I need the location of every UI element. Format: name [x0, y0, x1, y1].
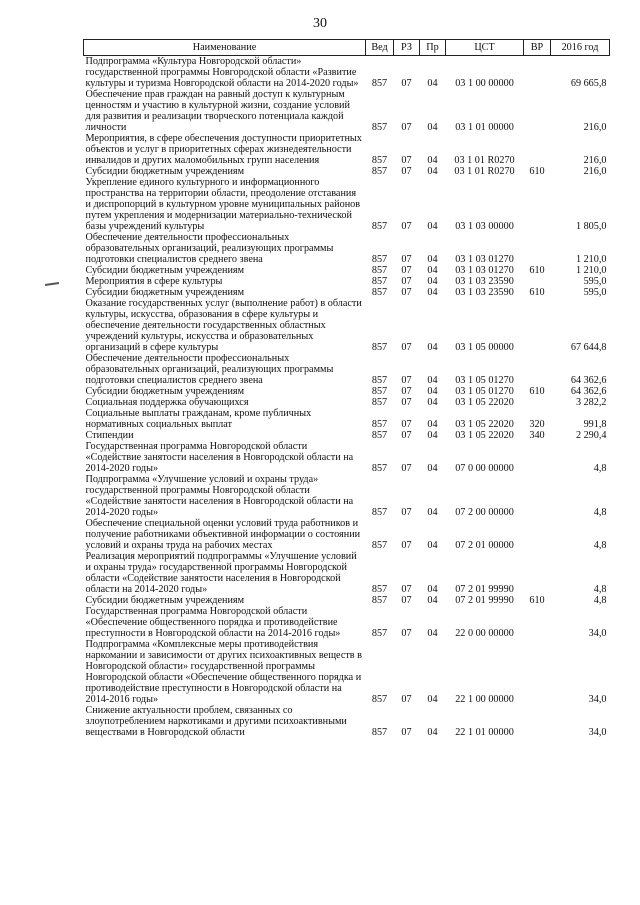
cell-name: Укрепление единого культурного и информационного пространства на территории области, преодоление отставания и диспропорций в культурном уровне муниципальных районов путем укрепления и модернизации материально-технической базы учреждений культуры: [85, 177, 361, 232]
cell-name: Снижение актуальности проблем, связанных со злоупотреблением наркотиками и другими психоактивными веществами в Новгородской области: [85, 705, 347, 738]
cell-rz: 07: [401, 375, 412, 386]
cell-pr: 04: [427, 166, 438, 177]
header-ved: Вед: [366, 40, 394, 56]
cell-pr: 04: [427, 265, 438, 276]
cell-vr: 610: [529, 287, 545, 298]
cell-ved: 857: [371, 397, 388, 408]
cell-rz: 07: [401, 386, 412, 397]
table-row: [84, 56, 610, 90]
cell-cst: 22 0 00 00000: [455, 628, 514, 639]
cell-amount: 4,8: [593, 584, 607, 595]
cell-ved: 857: [371, 265, 388, 276]
cell-pr: 04: [427, 276, 438, 287]
cell-rz: 07: [401, 694, 412, 705]
cell-ved: 857: [371, 287, 388, 298]
cell-cst: 03 1 03 23590: [455, 276, 514, 287]
cell-cst: 03 1 05 00000: [455, 342, 514, 353]
table-row: [84, 386, 610, 397]
cell-vr: [524, 639, 551, 705]
cell-cst: 07 2 00 00000: [455, 507, 514, 518]
cell-amount: 34,0: [588, 694, 607, 705]
cell-amount: 64 362,6: [570, 386, 607, 397]
cell-name: Обеспечение прав граждан на равный доступ к культурным ценностям и участию в культурной жизни, создание условий для развития и реализации творческого потенциала каждой личности: [85, 89, 350, 133]
cell-name: Государственная программа Новгородской области «Обеспечение общественного порядка и противодействие преступности в Новгородской области на 2014-2016 годы»: [85, 606, 341, 639]
cell-vr: [524, 89, 551, 133]
cell-name: Субсидии бюджетным учреждениям: [85, 287, 245, 298]
cell-vr: 610: [529, 595, 545, 606]
cell-rz: 07: [401, 342, 412, 353]
cell-amount: 3 282,2: [575, 397, 607, 408]
table-row: [84, 518, 610, 551]
cell-rz: 07: [401, 419, 412, 430]
cell-amount: 2 290,4: [575, 430, 607, 441]
cell-rz: 07: [401, 595, 412, 606]
cell-vr: [524, 353, 551, 386]
table-row: [84, 232, 610, 265]
cell-pr: 04: [427, 463, 438, 474]
cell-name: Субсидии бюджетным учреждениям: [85, 265, 245, 276]
cell-ved: 857: [371, 430, 388, 441]
header-vr: ВР: [524, 40, 551, 56]
page-number: 30: [313, 16, 327, 31]
cell-vr: 610: [529, 265, 545, 276]
cell-cst: 07 0 00 00000: [455, 463, 514, 474]
cell-cst: 03 1 03 01270: [455, 254, 514, 265]
cell-ved: 857: [371, 463, 388, 474]
cell-amount: 64 362,6: [570, 375, 607, 386]
cell-pr: 04: [427, 507, 438, 518]
cell-pr: 04: [427, 727, 438, 738]
cell-ved: 857: [371, 375, 388, 386]
cell-name: Обеспечение специальной оценки условий труда работников и получение работниками объективной информации о состоянии условий и охраны труда на рабочих местах: [85, 518, 361, 551]
cell-rz: 07: [401, 287, 412, 298]
cell-pr: 04: [427, 254, 438, 265]
cell-name: Подпрограмма «Культура Новгородской области» государственной программы Новгородской области «Развитие культуры и туризма Новгородской области на 2014-2020 годы»: [85, 56, 359, 89]
cell-cst: 22 1 01 00000: [455, 727, 514, 738]
cell-pr: 04: [427, 540, 438, 551]
cell-vr: [524, 606, 551, 639]
table-row: [84, 397, 610, 408]
cell-amount: 67 644,8: [570, 342, 607, 353]
cell-pr: 04: [427, 595, 438, 606]
budget-table: [83, 39, 610, 738]
cell-pr: 04: [427, 122, 438, 133]
cell-name: Социальные выплаты гражданам, кроме публичных нормативных социальных выплат: [85, 408, 312, 430]
cell-cst: 03 1 01 00000: [455, 122, 514, 133]
cell-rz: 07: [401, 430, 412, 441]
cell-ved: 857: [371, 122, 388, 133]
table-row: [84, 265, 610, 276]
cell-vr: 340: [529, 430, 545, 441]
table-row: [84, 287, 610, 298]
cell-pr: 04: [427, 419, 438, 430]
cell-ved: 857: [371, 254, 388, 265]
cell-amount: 595,0: [583, 276, 607, 287]
table-row: [84, 276, 610, 287]
table-row: [84, 353, 610, 386]
cell-amount: 216,0: [583, 155, 607, 166]
cell-vr: [524, 177, 551, 232]
cell-pr: 04: [427, 584, 438, 595]
cell-name: Субсидии бюджетным учреждениям: [85, 386, 245, 397]
table-row: [84, 298, 610, 353]
cell-vr: [524, 441, 551, 474]
cell-cst: 03 1 03 00000: [455, 221, 514, 232]
cell-amount: 216,0: [583, 122, 607, 133]
cell-pr: 04: [427, 221, 438, 232]
table-row: [84, 133, 610, 166]
cell-rz: 07: [401, 507, 412, 518]
cell-cst: 03 1 05 22020: [455, 430, 514, 441]
table-row: [84, 166, 610, 177]
cell-cst: 03 1 00 00000: [455, 78, 514, 89]
table-row: [84, 474, 610, 518]
cell-vr: [524, 133, 551, 166]
cell-rz: 07: [401, 540, 412, 551]
table-row: [84, 595, 610, 606]
table-row: [84, 177, 610, 232]
cell-vr: [524, 298, 551, 353]
cell-ved: 857: [371, 540, 388, 551]
cell-cst: 22 1 00 00000: [455, 694, 514, 705]
cell-name: Обеспечение деятельности профессиональных образовательных организаций, реализующих программы подготовки специалистов среднего звена: [85, 353, 334, 386]
cell-vr: [524, 276, 551, 287]
cell-pr: 04: [427, 155, 438, 166]
cell-pr: 04: [427, 78, 438, 89]
cell-vr: [524, 56, 551, 90]
table-row: [84, 639, 610, 705]
cell-amount: 1 805,0: [575, 221, 607, 232]
cell-rz: 07: [401, 397, 412, 408]
cell-vr: [524, 551, 551, 595]
cell-amount: 1 210,0: [575, 254, 607, 265]
cell-amount: 34,0: [588, 727, 607, 738]
cell-name: Подпрограмма «Комплексные меры противодействия наркомании и зависимости от других психоактивных веществ в Новгородской области» государственной программы Новгородской области «Обеспечение общественного порядка и противодействие преступности в Новгородской области на 2014-2016 годы»: [85, 639, 362, 705]
cell-name: Обеспечение деятельности профессиональных образовательных организаций, реализующих программы подготовки специалистов среднего звена: [85, 232, 334, 265]
cell-ved: 857: [371, 221, 388, 232]
margin-mark: [45, 282, 59, 286]
cell-ved: 857: [371, 727, 388, 738]
table-row: [84, 606, 610, 639]
cell-cst: 07 2 01 00000: [455, 540, 514, 551]
cell-cst: 03 1 05 22020: [455, 419, 514, 430]
cell-cst: 03 1 05 01270: [455, 375, 514, 386]
cell-vr: 610: [529, 166, 545, 177]
cell-ved: 857: [371, 342, 388, 353]
cell-vr: [524, 474, 551, 518]
cell-vr: [524, 397, 551, 408]
header-year: 2016 год: [551, 40, 610, 56]
cell-vr: [524, 232, 551, 265]
cell-cst: 07 2 01 99990: [455, 584, 514, 595]
cell-name: Подпрограмма «Улучшение условий и охраны труда» государственной программы Новгородской области «Содействие занятости населения в Новгородской области на 2014-2020 годы»: [85, 474, 354, 518]
cell-rz: 07: [401, 628, 412, 639]
cell-pr: 04: [427, 430, 438, 441]
cell-cst: 07 2 01 99990: [455, 595, 514, 606]
cell-pr: 04: [427, 628, 438, 639]
cell-name: Социальная поддержка обучающихся: [85, 397, 249, 408]
cell-name: Субсидии бюджетным учреждениям: [85, 166, 245, 177]
table-row: [84, 430, 610, 441]
cell-name: Оказание государственных услуг (выполнение работ) в области культуры, искусства, образования в сфере культуры и обеспечение деятельности государственных областных учреждений культуры, искусства и образовательных организаций в сфере культуры: [85, 298, 362, 353]
cell-rz: 07: [401, 166, 412, 177]
cell-rz: 07: [401, 463, 412, 474]
table-row: [84, 441, 610, 474]
header-pr: Пр: [420, 40, 446, 56]
cell-name: Стипендии: [85, 430, 134, 441]
cell-pr: 04: [427, 342, 438, 353]
cell-ved: 857: [371, 276, 388, 287]
cell-cst: 03 1 05 22020: [455, 397, 514, 408]
cell-cst: 03 1 01 R0270: [454, 166, 515, 177]
cell-vr: 320: [529, 419, 545, 430]
cell-rz: 07: [401, 221, 412, 232]
cell-cst: 03 1 01 R0270: [454, 155, 515, 166]
cell-amount: 69 665,8: [570, 78, 607, 89]
cell-rz: 07: [401, 254, 412, 265]
cell-amount: 1 210,0: [575, 265, 607, 276]
cell-pr: 04: [427, 287, 438, 298]
cell-ved: 857: [371, 155, 388, 166]
table-body: [84, 56, 610, 739]
cell-name: Субсидии бюджетным учреждениям: [85, 595, 245, 606]
cell-name: Мероприятия в сфере культуры: [85, 276, 223, 287]
header-cst: ЦСТ: [446, 40, 524, 56]
cell-rz: 07: [401, 727, 412, 738]
cell-pr: 04: [427, 397, 438, 408]
cell-ved: 857: [371, 166, 388, 177]
cell-amount: 4,8: [593, 463, 607, 474]
cell-amount: 4,8: [593, 540, 607, 551]
table-row: [84, 705, 610, 738]
cell-ved: 857: [371, 584, 388, 595]
table-row: [84, 408, 610, 430]
cell-ved: 857: [371, 694, 388, 705]
cell-ved: 857: [371, 78, 388, 89]
cell-ved: 857: [371, 507, 388, 518]
cell-cst: 03 1 03 01270: [455, 265, 514, 276]
table-header-row: [84, 40, 610, 56]
cell-name: Реализация мероприятий подпрограммы «Улучшение условий и охраны труда» государственной программы Новгородской области «Содействие занятости населения в Новгородской области на 2014-2020 годы»: [85, 551, 357, 595]
table-row: [84, 551, 610, 595]
cell-amount: 216,0: [583, 166, 607, 177]
cell-rz: 07: [401, 122, 412, 133]
cell-pr: 04: [427, 694, 438, 705]
cell-rz: 07: [401, 265, 412, 276]
cell-rz: 07: [401, 584, 412, 595]
cell-pr: 04: [427, 386, 438, 397]
cell-cst: 03 1 05 01270: [455, 386, 514, 397]
cell-amount: 4,8: [593, 595, 607, 606]
cell-vr: [524, 705, 551, 738]
cell-pr: 04: [427, 375, 438, 386]
cell-ved: 857: [371, 628, 388, 639]
cell-ved: 857: [371, 419, 388, 430]
cell-name: Мероприятия, в сфере обеспечения доступности приоритетных объектов и услуг в приоритетных сферах жизнедеятельности инвалидов и других маломобильных групп населения: [85, 133, 362, 166]
table-row: [84, 89, 610, 133]
cell-amount: 34,0: [588, 628, 607, 639]
cell-ved: 857: [371, 386, 388, 397]
cell-vr: [524, 518, 551, 551]
cell-amount: 4,8: [593, 507, 607, 518]
cell-vr: 610: [529, 386, 545, 397]
cell-rz: 07: [401, 276, 412, 287]
cell-name: Государственная программа Новгородской области «Содействие занятости населения в Новгородской области на 2014-2020 годы»: [85, 441, 354, 474]
cell-rz: 07: [401, 78, 412, 89]
cell-rz: 07: [401, 155, 412, 166]
header-rz: РЗ: [394, 40, 420, 56]
cell-cst: 03 1 03 23590: [455, 287, 514, 298]
cell-amount: 595,0: [583, 287, 607, 298]
cell-ved: 857: [371, 595, 388, 606]
cell-amount: 991,8: [583, 419, 607, 430]
header-name: Наименование: [84, 40, 366, 56]
